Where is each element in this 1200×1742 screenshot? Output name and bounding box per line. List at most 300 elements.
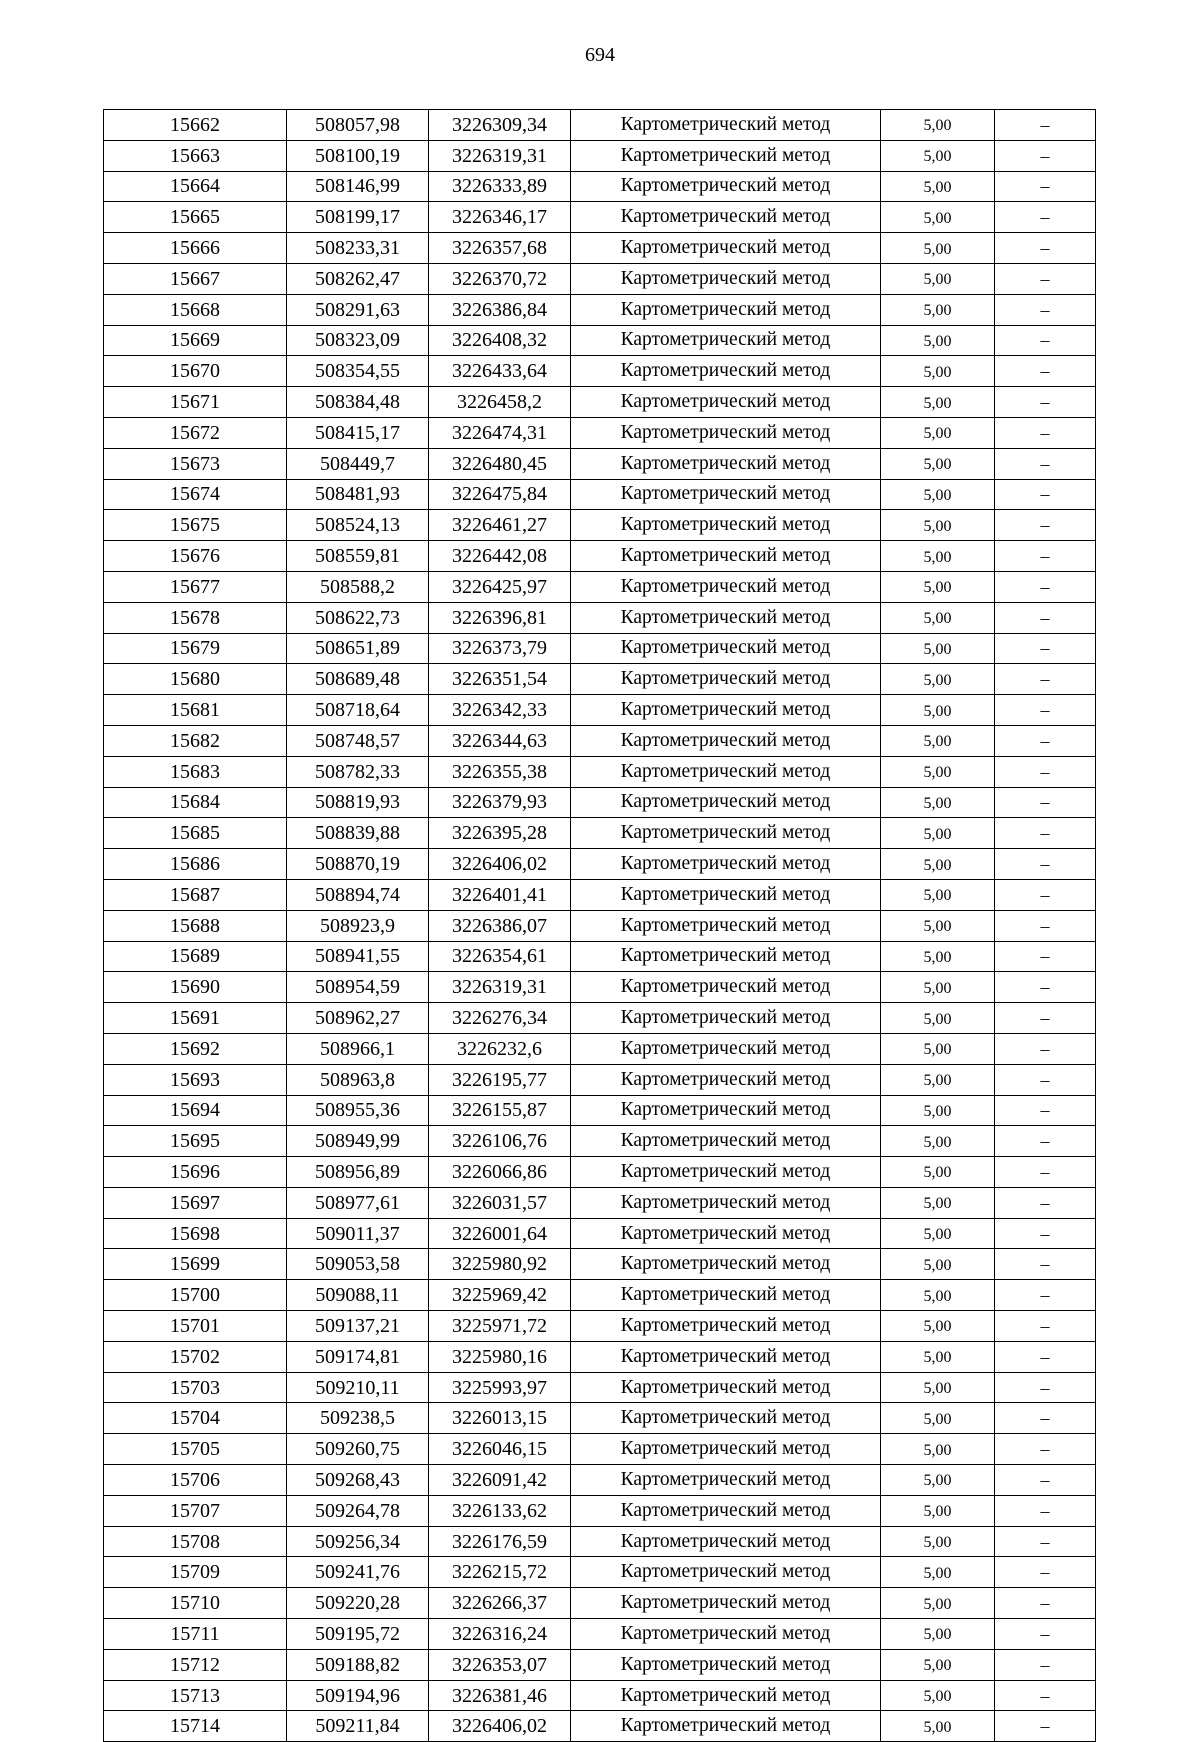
x-coordinate-cell: 508291,63 — [287, 294, 429, 325]
point-number-cell: 15700 — [104, 1280, 287, 1311]
accuracy-cell: 5,00 — [881, 140, 995, 171]
y-coordinate-cell: 3226133,62 — [429, 1495, 571, 1526]
point-number-cell: 15697 — [104, 1187, 287, 1218]
x-coordinate-cell: 508524,13 — [287, 510, 429, 541]
point-number-cell: 15674 — [104, 479, 287, 510]
point-number-cell: 15712 — [104, 1649, 287, 1680]
point-number-cell: 15677 — [104, 571, 287, 602]
note-cell: – — [995, 1218, 1096, 1249]
y-coordinate-cell: 3226395,28 — [429, 818, 571, 849]
x-coordinate-cell: 509260,75 — [287, 1434, 429, 1465]
point-number-cell: 15704 — [104, 1403, 287, 1434]
table-row — [104, 941, 1096, 972]
accuracy-cell: 5,00 — [881, 1526, 995, 1557]
note-cell: – — [995, 1403, 1096, 1434]
note-cell: – — [995, 602, 1096, 633]
x-coordinate-cell: 509256,34 — [287, 1526, 429, 1557]
point-number-cell: 15695 — [104, 1126, 287, 1157]
point-number-cell: 15668 — [104, 294, 287, 325]
table-row — [104, 1465, 1096, 1496]
x-coordinate-cell: 509188,82 — [287, 1649, 429, 1680]
accuracy-cell: 5,00 — [881, 1619, 995, 1650]
accuracy-cell: 5,00 — [881, 479, 995, 510]
accuracy-cell: 5,00 — [881, 294, 995, 325]
y-coordinate-cell: 3226353,07 — [429, 1649, 571, 1680]
y-coordinate-cell: 3226379,93 — [429, 787, 571, 818]
x-coordinate-cell: 508941,55 — [287, 941, 429, 972]
x-coordinate-cell: 508718,64 — [287, 695, 429, 726]
accuracy-cell: 5,00 — [881, 1341, 995, 1372]
y-coordinate-cell: 3226106,76 — [429, 1126, 571, 1157]
method-cell: Картометрический метод — [571, 1341, 881, 1372]
note-cell: – — [995, 1434, 1096, 1465]
accuracy-cell: 5,00 — [881, 417, 995, 448]
accuracy-cell: 5,00 — [881, 263, 995, 294]
method-cell: Картометрический метод — [571, 1495, 881, 1526]
point-number-cell: 15713 — [104, 1680, 287, 1711]
point-number-cell: 15705 — [104, 1434, 287, 1465]
accuracy-cell: 5,00 — [881, 849, 995, 880]
table-row — [104, 1187, 1096, 1218]
y-coordinate-cell: 3226046,15 — [429, 1434, 571, 1465]
accuracy-cell: 5,00 — [881, 1095, 995, 1126]
y-coordinate-cell: 3226066,86 — [429, 1157, 571, 1188]
method-cell: Картометрический метод — [571, 1711, 881, 1742]
note-cell: – — [995, 879, 1096, 910]
table-row — [104, 787, 1096, 818]
point-number-cell: 15701 — [104, 1311, 287, 1342]
table-row — [104, 417, 1096, 448]
y-coordinate-cell: 3226357,68 — [429, 233, 571, 264]
y-coordinate-cell: 3226215,72 — [429, 1557, 571, 1588]
point-number-cell: 15691 — [104, 1003, 287, 1034]
table-row — [104, 972, 1096, 1003]
accuracy-cell: 5,00 — [881, 910, 995, 941]
point-number-cell: 15665 — [104, 202, 287, 233]
x-coordinate-cell: 508956,89 — [287, 1157, 429, 1188]
y-coordinate-cell: 3225971,72 — [429, 1311, 571, 1342]
accuracy-cell: 5,00 — [881, 1465, 995, 1496]
table-row — [104, 818, 1096, 849]
point-number-cell: 15696 — [104, 1157, 287, 1188]
method-cell: Картометрический метод — [571, 541, 881, 572]
point-number-cell: 15681 — [104, 695, 287, 726]
y-coordinate-cell: 3226406,02 — [429, 849, 571, 880]
note-cell: – — [995, 633, 1096, 664]
note-cell: – — [995, 1280, 1096, 1311]
note-cell: – — [995, 695, 1096, 726]
x-coordinate-cell: 508559,81 — [287, 541, 429, 572]
note-cell: – — [995, 110, 1096, 141]
y-coordinate-cell: 3226408,32 — [429, 325, 571, 356]
page-number: 694 — [585, 44, 615, 66]
y-coordinate-cell: 3226351,54 — [429, 664, 571, 695]
note-cell: – — [995, 1649, 1096, 1680]
note-cell: – — [995, 1680, 1096, 1711]
note-cell: – — [995, 849, 1096, 880]
method-cell: Картометрический метод — [571, 510, 881, 541]
y-coordinate-cell: 3226480,45 — [429, 448, 571, 479]
method-cell: Картометрический метод — [571, 1649, 881, 1680]
point-number-cell: 15685 — [104, 818, 287, 849]
x-coordinate-cell: 508954,59 — [287, 972, 429, 1003]
point-number-cell: 15711 — [104, 1619, 287, 1650]
table-row — [104, 1064, 1096, 1095]
table-row — [104, 1157, 1096, 1188]
table-row — [104, 1126, 1096, 1157]
table-row — [104, 849, 1096, 880]
table-row — [104, 756, 1096, 787]
y-coordinate-cell: 3226373,79 — [429, 633, 571, 664]
table-row — [104, 263, 1096, 294]
point-number-cell: 15703 — [104, 1372, 287, 1403]
method-cell: Картометрический метод — [571, 1033, 881, 1064]
x-coordinate-cell: 509137,21 — [287, 1311, 429, 1342]
y-coordinate-cell: 3226401,41 — [429, 879, 571, 910]
y-coordinate-cell: 3226396,81 — [429, 602, 571, 633]
table-row — [104, 110, 1096, 141]
accuracy-cell: 5,00 — [881, 510, 995, 541]
method-cell: Картометрический метод — [571, 110, 881, 141]
point-number-cell: 15673 — [104, 448, 287, 479]
x-coordinate-cell: 509053,58 — [287, 1249, 429, 1280]
note-cell: – — [995, 1588, 1096, 1619]
method-cell: Картометрический метод — [571, 818, 881, 849]
note-cell: – — [995, 202, 1096, 233]
x-coordinate-cell: 509268,43 — [287, 1465, 429, 1496]
accuracy-cell: 5,00 — [881, 1711, 995, 1742]
note-cell: – — [995, 356, 1096, 387]
method-cell: Картометрический метод — [571, 1619, 881, 1650]
table-row — [104, 1249, 1096, 1280]
method-cell: Картометрический метод — [571, 479, 881, 510]
table-row — [104, 1311, 1096, 1342]
y-coordinate-cell: 3226386,07 — [429, 910, 571, 941]
accuracy-cell: 5,00 — [881, 756, 995, 787]
accuracy-cell: 5,00 — [881, 1434, 995, 1465]
point-number-cell: 15662 — [104, 110, 287, 141]
point-number-cell: 15670 — [104, 356, 287, 387]
method-cell: Картометрический метод — [571, 1249, 881, 1280]
table-row — [104, 1588, 1096, 1619]
accuracy-cell: 5,00 — [881, 325, 995, 356]
note-cell: – — [995, 541, 1096, 572]
accuracy-cell: 5,00 — [881, 787, 995, 818]
method-cell: Картометрический метод — [571, 417, 881, 448]
table-row — [104, 1434, 1096, 1465]
y-coordinate-cell: 3225980,16 — [429, 1341, 571, 1372]
method-cell: Картометрический метод — [571, 1434, 881, 1465]
note-cell: – — [995, 387, 1096, 418]
point-number-cell: 15710 — [104, 1588, 287, 1619]
method-cell: Картометрический метод — [571, 972, 881, 1003]
y-coordinate-cell: 3226316,24 — [429, 1619, 571, 1650]
accuracy-cell: 5,00 — [881, 633, 995, 664]
coordinates-table — [103, 109, 1096, 1742]
y-coordinate-cell: 3225969,42 — [429, 1280, 571, 1311]
point-number-cell: 15709 — [104, 1557, 287, 1588]
accuracy-cell: 5,00 — [881, 725, 995, 756]
method-cell: Картометрический метод — [571, 448, 881, 479]
y-coordinate-cell: 3226381,46 — [429, 1680, 571, 1711]
table-row — [104, 879, 1096, 910]
accuracy-cell: 5,00 — [881, 1003, 995, 1034]
x-coordinate-cell: 509194,96 — [287, 1680, 429, 1711]
accuracy-cell: 5,00 — [881, 1680, 995, 1711]
method-cell: Картометрический метод — [571, 1003, 881, 1034]
x-coordinate-cell: 508262,47 — [287, 263, 429, 294]
point-number-cell: 15684 — [104, 787, 287, 818]
table-row — [104, 1280, 1096, 1311]
point-number-cell: 15698 — [104, 1218, 287, 1249]
method-cell: Картометрический метод — [571, 1526, 881, 1557]
x-coordinate-cell: 508949,99 — [287, 1126, 429, 1157]
table-row — [104, 1341, 1096, 1372]
table-row — [104, 633, 1096, 664]
table-row — [104, 387, 1096, 418]
x-coordinate-cell: 508415,17 — [287, 417, 429, 448]
note-cell: – — [995, 756, 1096, 787]
accuracy-cell: 5,00 — [881, 110, 995, 141]
y-coordinate-cell: 3226232,6 — [429, 1033, 571, 1064]
table-row — [104, 479, 1096, 510]
accuracy-cell: 5,00 — [881, 233, 995, 264]
point-number-cell: 15689 — [104, 941, 287, 972]
y-coordinate-cell: 3226355,38 — [429, 756, 571, 787]
method-cell: Картометрический метод — [571, 1465, 881, 1496]
x-coordinate-cell: 509264,78 — [287, 1495, 429, 1526]
point-number-cell: 15682 — [104, 725, 287, 756]
y-coordinate-cell: 3226474,31 — [429, 417, 571, 448]
accuracy-cell: 5,00 — [881, 1126, 995, 1157]
table-row — [104, 233, 1096, 264]
method-cell: Картометрический метод — [571, 664, 881, 695]
point-number-cell: 15702 — [104, 1341, 287, 1372]
method-cell: Картометрический метод — [571, 1372, 881, 1403]
table-row — [104, 325, 1096, 356]
x-coordinate-cell: 508894,74 — [287, 879, 429, 910]
table-row — [104, 1033, 1096, 1064]
note-cell: – — [995, 510, 1096, 541]
x-coordinate-cell: 508384,48 — [287, 387, 429, 418]
accuracy-cell: 5,00 — [881, 1280, 995, 1311]
method-cell: Картометрический метод — [571, 879, 881, 910]
accuracy-cell: 5,00 — [881, 602, 995, 633]
x-coordinate-cell: 509195,72 — [287, 1619, 429, 1650]
x-coordinate-cell: 509220,28 — [287, 1588, 429, 1619]
accuracy-cell: 5,00 — [881, 202, 995, 233]
note-cell: – — [995, 941, 1096, 972]
accuracy-cell: 5,00 — [881, 695, 995, 726]
table-row — [104, 171, 1096, 202]
accuracy-cell: 5,00 — [881, 664, 995, 695]
point-number-cell: 15678 — [104, 602, 287, 633]
accuracy-cell: 5,00 — [881, 1649, 995, 1680]
point-number-cell: 15667 — [104, 263, 287, 294]
point-number-cell: 15676 — [104, 541, 287, 572]
table-row — [104, 725, 1096, 756]
point-number-cell: 15692 — [104, 1033, 287, 1064]
x-coordinate-cell: 508146,99 — [287, 171, 429, 202]
accuracy-cell: 5,00 — [881, 1157, 995, 1188]
y-coordinate-cell: 3226333,89 — [429, 171, 571, 202]
method-cell: Картометрический метод — [571, 356, 881, 387]
method-cell: Картометрический метод — [571, 202, 881, 233]
point-number-cell: 15708 — [104, 1526, 287, 1557]
method-cell: Картометрический метод — [571, 725, 881, 756]
note-cell: – — [995, 664, 1096, 695]
accuracy-cell: 5,00 — [881, 571, 995, 602]
y-coordinate-cell: 3226266,37 — [429, 1588, 571, 1619]
y-coordinate-cell: 3226475,84 — [429, 479, 571, 510]
table-row — [104, 1218, 1096, 1249]
note-cell: – — [995, 818, 1096, 849]
note-cell: – — [995, 479, 1096, 510]
note-cell: – — [995, 1495, 1096, 1526]
point-number-cell: 15686 — [104, 849, 287, 880]
method-cell: Картометрический метод — [571, 325, 881, 356]
table-row — [104, 602, 1096, 633]
point-number-cell: 15680 — [104, 664, 287, 695]
x-coordinate-cell: 508199,17 — [287, 202, 429, 233]
method-cell: Картометрический метод — [571, 1218, 881, 1249]
table-row — [104, 1619, 1096, 1650]
point-number-cell: 15663 — [104, 140, 287, 171]
y-coordinate-cell: 3226346,17 — [429, 202, 571, 233]
x-coordinate-cell: 508923,9 — [287, 910, 429, 941]
accuracy-cell: 5,00 — [881, 1495, 995, 1526]
note-cell: – — [995, 325, 1096, 356]
y-coordinate-cell: 3226370,72 — [429, 263, 571, 294]
table-row — [104, 1003, 1096, 1034]
method-cell: Картометрический метод — [571, 1557, 881, 1588]
x-coordinate-cell: 508100,19 — [287, 140, 429, 171]
x-coordinate-cell: 508977,61 — [287, 1187, 429, 1218]
method-cell: Картометрический метод — [571, 171, 881, 202]
point-number-cell: 15688 — [104, 910, 287, 941]
point-number-cell: 15693 — [104, 1064, 287, 1095]
note-cell: – — [995, 1372, 1096, 1403]
table-row — [104, 294, 1096, 325]
method-cell: Картометрический метод — [571, 1588, 881, 1619]
method-cell: Картометрический метод — [571, 756, 881, 787]
x-coordinate-cell: 508354,55 — [287, 356, 429, 387]
accuracy-cell: 5,00 — [881, 1249, 995, 1280]
x-coordinate-cell: 508449,7 — [287, 448, 429, 479]
table-row — [104, 664, 1096, 695]
x-coordinate-cell: 509088,11 — [287, 1280, 429, 1311]
method-cell: Картометрический метод — [571, 633, 881, 664]
method-cell: Картометрический метод — [571, 849, 881, 880]
x-coordinate-cell: 509211,84 — [287, 1711, 429, 1742]
point-number-cell: 15714 — [104, 1711, 287, 1742]
x-coordinate-cell: 508622,73 — [287, 602, 429, 633]
coordinates-table-body — [104, 110, 1096, 1742]
method-cell: Картометрический метод — [571, 263, 881, 294]
accuracy-cell: 5,00 — [881, 1557, 995, 1588]
y-coordinate-cell: 3226031,57 — [429, 1187, 571, 1218]
accuracy-cell: 5,00 — [881, 356, 995, 387]
method-cell: Картометрический метод — [571, 387, 881, 418]
point-number-cell: 15669 — [104, 325, 287, 356]
point-number-cell: 15699 — [104, 1249, 287, 1280]
point-number-cell: 15664 — [104, 171, 287, 202]
note-cell: – — [995, 1033, 1096, 1064]
y-coordinate-cell: 3225980,92 — [429, 1249, 571, 1280]
table-row — [104, 1095, 1096, 1126]
note-cell: – — [995, 1341, 1096, 1372]
y-coordinate-cell: 3226155,87 — [429, 1095, 571, 1126]
table-row — [104, 1649, 1096, 1680]
method-cell: Картометрический метод — [571, 910, 881, 941]
accuracy-cell: 5,00 — [881, 1588, 995, 1619]
accuracy-cell: 5,00 — [881, 1218, 995, 1249]
accuracy-cell: 5,00 — [881, 941, 995, 972]
x-coordinate-cell: 508819,93 — [287, 787, 429, 818]
note-cell: – — [995, 1249, 1096, 1280]
method-cell: Картометрический метод — [571, 233, 881, 264]
point-number-cell: 15694 — [104, 1095, 287, 1126]
accuracy-cell: 5,00 — [881, 1311, 995, 1342]
note-cell: – — [995, 1187, 1096, 1218]
x-coordinate-cell: 508651,89 — [287, 633, 429, 664]
note-cell: – — [995, 140, 1096, 171]
table-row — [104, 1495, 1096, 1526]
note-cell: – — [995, 1126, 1096, 1157]
x-coordinate-cell: 508962,27 — [287, 1003, 429, 1034]
y-coordinate-cell: 3226276,34 — [429, 1003, 571, 1034]
point-number-cell: 15672 — [104, 417, 287, 448]
y-coordinate-cell: 3226442,08 — [429, 541, 571, 572]
x-coordinate-cell: 509011,37 — [287, 1218, 429, 1249]
method-cell: Картометрический метод — [571, 1403, 881, 1434]
x-coordinate-cell: 509241,76 — [287, 1557, 429, 1588]
table-row — [104, 541, 1096, 572]
point-number-cell: 15687 — [104, 879, 287, 910]
method-cell: Картометрический метод — [571, 787, 881, 818]
note-cell: – — [995, 1465, 1096, 1496]
y-coordinate-cell: 3226319,31 — [429, 140, 571, 171]
note-cell: – — [995, 1311, 1096, 1342]
y-coordinate-cell: 3225993,97 — [429, 1372, 571, 1403]
method-cell: Картометрический метод — [571, 1187, 881, 1218]
accuracy-cell: 5,00 — [881, 541, 995, 572]
x-coordinate-cell: 508481,93 — [287, 479, 429, 510]
table-row — [104, 202, 1096, 233]
y-coordinate-cell: 3226354,61 — [429, 941, 571, 972]
accuracy-cell: 5,00 — [881, 1033, 995, 1064]
y-coordinate-cell: 3226001,64 — [429, 1218, 571, 1249]
y-coordinate-cell: 3226319,31 — [429, 972, 571, 1003]
table-row — [104, 1403, 1096, 1434]
point-number-cell: 15679 — [104, 633, 287, 664]
note-cell: – — [995, 787, 1096, 818]
table-row — [104, 356, 1096, 387]
table-row — [104, 571, 1096, 602]
x-coordinate-cell: 508588,2 — [287, 571, 429, 602]
table-row — [104, 510, 1096, 541]
x-coordinate-cell: 509210,11 — [287, 1372, 429, 1403]
point-number-cell: 15707 — [104, 1495, 287, 1526]
x-coordinate-cell: 508233,31 — [287, 233, 429, 264]
point-number-cell: 15690 — [104, 972, 287, 1003]
method-cell: Картометрический метод — [571, 941, 881, 972]
accuracy-cell: 5,00 — [881, 879, 995, 910]
x-coordinate-cell: 508323,09 — [287, 325, 429, 356]
point-number-cell: 15706 — [104, 1465, 287, 1496]
method-cell: Картометрический метод — [571, 1126, 881, 1157]
method-cell: Картометрический метод — [571, 1311, 881, 1342]
